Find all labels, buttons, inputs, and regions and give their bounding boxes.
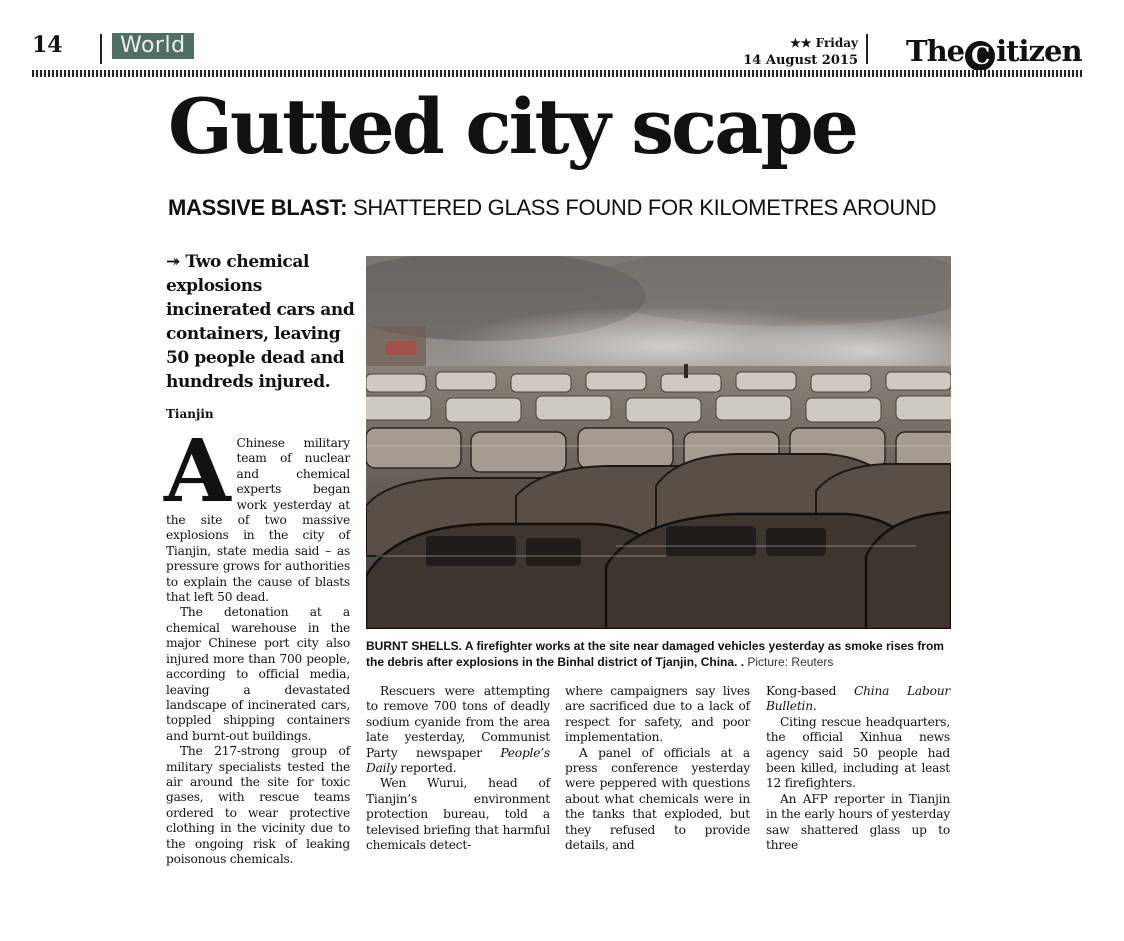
drop-cap: A	[164, 421, 231, 522]
header-divider-right	[866, 34, 868, 64]
header-rule	[32, 70, 1084, 77]
paragraph: The detonation at a chemical warehouse in the major Chinese port city also injured more than 700 people, according to official media, leaving a devastated landscape of incinerated cars, toppled shipping containers and burnt-out buildings.	[166, 605, 350, 743]
article-column-2: Rescuers were attempting to remove 700 tons of deadly sodium cyanide from the area late yesterday, Communist Party newspaper People’s Daily reported. Wen Wurui, head of Tianjin’s environment protection bureau, told a televised briefing that harmful chemicals detect-	[366, 684, 550, 853]
burnt-cars-photo	[366, 256, 951, 629]
header-divider	[100, 34, 102, 64]
photo-credit: Picture: Reuters	[744, 655, 834, 669]
subheadline: MASSIVE BLAST: SHATTERED GLASS FOUND FOR KILOMETRES AROUND	[168, 195, 937, 220]
paragraph: An AFP reporter in Tianjin in the early hours of yesterday saw shattered glass up to three	[766, 791, 950, 853]
issue-day: ★★ Friday	[789, 36, 858, 50]
page-number: 14	[32, 32, 63, 58]
dateline: Tianjin	[166, 407, 214, 421]
news-photo	[366, 256, 951, 629]
masthead-logo: The C itizen	[906, 34, 1082, 70]
masthead-c-mark: C	[965, 41, 995, 71]
article-column-1: A Chinese military team of nuclear and chemical experts began work yesterday at the site of two massive explosions in the city of Tianjin, state media said – as pressure grows for authorities to explain the cause of blasts that left 50 dead. The detonation at a chemical warehouse in the major Chinese port city also injured more than 700 people, according to official media, leaving a devastated landscape of incinerated cars, toppled shipping containers and burnt-out buildings. The 217-strong group of military specialists tested the air around the site for toxic gases, with rescue teams ordered to wear protective clothing in the vicinity due to the ongoing risk of leaking poisonous chemicals.	[164, 421, 350, 866]
standfirst: ↠ Two chemical explosions incinerated cars and containers, leaving 50 people dead and hundreds injured.	[166, 252, 355, 392]
section-tag: World	[112, 33, 194, 59]
paragraph: Wen Wurui, head of Tianjin’s environment protection bureau, told a televised briefing that harmful chemicals detect-	[366, 776, 550, 853]
firefighter-figure	[684, 364, 688, 378]
headline: Gutted city scape	[168, 82, 856, 171]
paragraph: A panel of officials at a press conference yesterday were peppered with questions about what chemicals were in the tanks that exploded, but they refused to provide details, and	[565, 745, 750, 853]
article-column-3	[565, 684, 750, 853]
photo-caption: BURNT SHELLS. A firefighter works at the site near damaged vehicles yesterday as smoke rises from the debris after explosions in the Binhal district of Tjanjin, China. . Picture: Reuters	[366, 639, 944, 669]
paragraph: The 217-strong group of military specialists tested the air around the site for toxic gases, with rescue teams ordered to wear protective clothing in the vicinity due to the ongoing risk of leaking poisonous chemicals.	[166, 744, 350, 866]
issue-date: 14 August 2015	[743, 53, 858, 68]
paragraph: where campaigners say lives are sacrificed due to a lack of respect for safety, and poor implementation.	[565, 684, 750, 745]
paragraph: Citing rescue headquarters, the official Xinhua news agency said 50 people had been killed, including at least 12 firefighters.	[766, 714, 950, 791]
article-column-4: Kong-based China Labour Bulletin. Citing rescue headquarters, the official Xinhua news agency said 50 people had been killed, including at least 12 firefighters. An AFP reporter in Tianjin in the early hours of yesterday saw shattered glass up to three	[766, 684, 950, 853]
